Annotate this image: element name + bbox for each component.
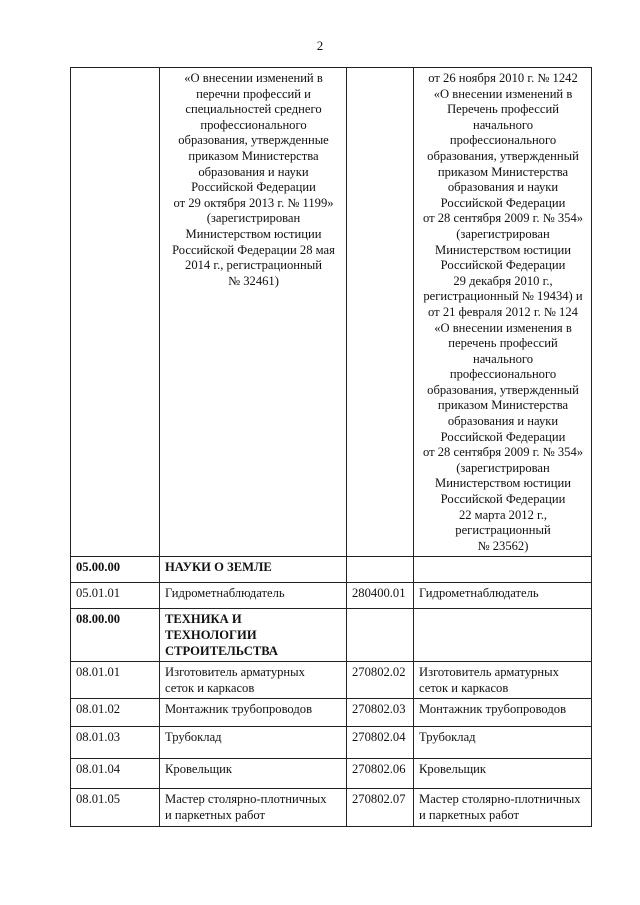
section-code: 08.00.00 bbox=[71, 609, 160, 662]
table-row bbox=[71, 699, 592, 727]
section-name: НАУКИ О ЗЕМЛЕ bbox=[160, 557, 347, 583]
profession-name: Монтажник трубопроводов bbox=[160, 699, 347, 727]
old-profession-name: Кровельщик bbox=[414, 759, 592, 789]
table-row bbox=[71, 583, 592, 609]
profession-name: Трубоклад bbox=[160, 727, 347, 759]
cell-empty bbox=[347, 557, 414, 583]
profession-name: Гидрометнаблюдатель bbox=[160, 583, 347, 609]
table-row-section bbox=[71, 557, 592, 583]
old-profession-code: 270802.02 bbox=[347, 662, 414, 699]
old-profession-code: 270802.04 bbox=[347, 727, 414, 759]
profession-name: Изготовитель арматурных сеток и каркасов bbox=[160, 662, 347, 699]
old-profession-name: Изготовитель арматурных сеток и каркасов bbox=[414, 662, 592, 699]
profession-code: 08.01.05 bbox=[71, 789, 160, 827]
section-code: 05.00.00 bbox=[71, 557, 160, 583]
old-profession-name: Трубоклад bbox=[414, 727, 592, 759]
profession-correspondence-table bbox=[70, 67, 592, 827]
old-profession-code: 270802.07 bbox=[347, 789, 414, 827]
old-profession-code: 280400.01 bbox=[347, 583, 414, 609]
table-row-section bbox=[71, 609, 592, 662]
table-row bbox=[71, 662, 592, 699]
old-profession-code: 270802.03 bbox=[347, 699, 414, 727]
profession-code: 08.01.01 bbox=[71, 662, 160, 699]
cell-empty bbox=[71, 68, 160, 557]
profession-code: 05.01.01 bbox=[71, 583, 160, 609]
profession-code: 08.01.04 bbox=[71, 759, 160, 789]
cell-empty bbox=[414, 609, 592, 662]
profession-name: Мастер столярно-плотничных и паркетных работ bbox=[160, 789, 347, 827]
section-name: ТЕХНИКА И ТЕХНОЛОГИИ СТРОИТЕЛЬСТВА bbox=[160, 609, 347, 662]
profession-code: 08.01.02 bbox=[71, 699, 160, 727]
profession-code: 08.01.03 bbox=[71, 727, 160, 759]
continuation-text-left: «О внесении изменений в перечни профессий и специальностей среднего профессионального образования, утвержденные приказом Министерства образования и науки Российской Федерации от 29 октября 2013 г. № 1199» (зарегистрирован Министерством юстиции Российской Федерации 28 мая 2014 г., регистрационный № 32461) bbox=[160, 68, 347, 557]
old-profession-name: Гидрометнаблюдатель bbox=[414, 583, 592, 609]
old-profession-name: Монтажник трубопроводов bbox=[414, 699, 592, 727]
old-profession-code: 270802.06 bbox=[347, 759, 414, 789]
page-number: 2 bbox=[316, 38, 324, 53]
table-row bbox=[71, 727, 592, 759]
cell-empty bbox=[414, 557, 592, 583]
table-row bbox=[71, 789, 592, 827]
cell-empty bbox=[347, 609, 414, 662]
cell-empty bbox=[347, 68, 414, 557]
profession-name: Кровельщик bbox=[160, 759, 347, 789]
continuation-text-right: от 26 ноября 2010 г. № 1242 «О внесении изменений в Перечень профессий начального профессионального образования, утвержденный приказом Министерства образования и науки Российской Федерации от 28 сентября 2009 г. № 354» (зарегистрирован Министерством юстиции Российской Федерации 29 декабря 2010 г., регистрационный № 19434) и от 21 февраля 2012 г. № 124 «О внесении изменения в перечень профессий начального профессионального образования, утвержденный приказом Министерства образования и науки Российской Федерации от 28 сентября 2009 г. № 354» (зарегистрирован Министерством юстиции Российской Федерации 22 марта 2012 г., регистрационный № 23562) bbox=[414, 68, 592, 557]
table-row bbox=[71, 759, 592, 789]
table-row-continuation bbox=[71, 68, 592, 557]
old-profession-name: Мастер столярно-плотничных и паркетных работ bbox=[414, 789, 592, 827]
